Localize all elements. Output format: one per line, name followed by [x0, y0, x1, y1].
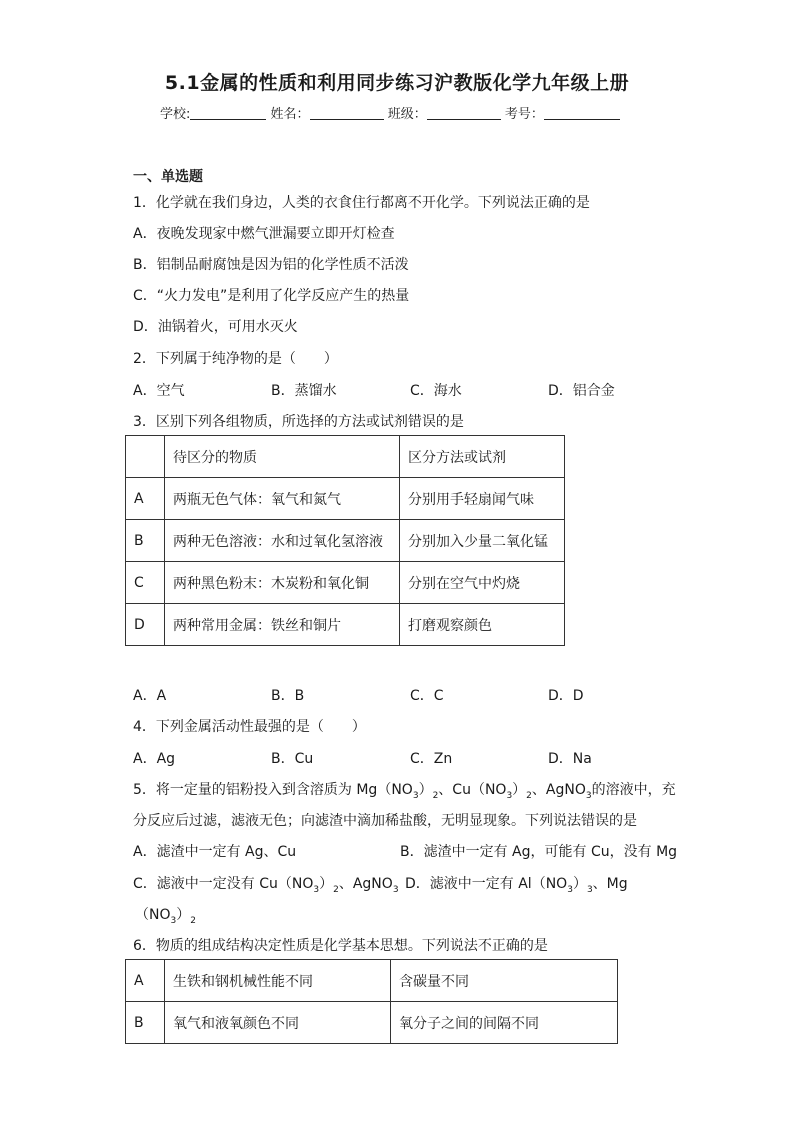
school-label: 学校: — [160, 107, 191, 122]
q2-option-a: A．空气 — [133, 383, 185, 399]
q2-option-b: B．蒸馏水 — [271, 383, 337, 399]
table-header-row — [126, 436, 565, 478]
q6-stem: 6．物质的组成结构决定性质是化学基本思想。下列说法不正确的是 — [133, 938, 548, 954]
table-cell: A — [126, 478, 165, 520]
school-blank[interactable] — [190, 105, 266, 120]
table-cell: B — [126, 1002, 165, 1044]
subscript: 2 — [333, 884, 339, 895]
q2-option-c: C．海水 — [410, 383, 462, 399]
table-cell — [126, 436, 165, 478]
q5-text: ） — [512, 782, 527, 798]
table-cell: A — [126, 960, 165, 1002]
q5-text: D．滤液中一定有 Al（NO — [405, 876, 568, 892]
table-cell: 生铁和钢机械性能不同 — [165, 960, 391, 1002]
q1-option-b: B．铝制品耐腐蚀是因为铝的化学性质不活泼 — [133, 257, 409, 273]
q1-option-a: A．夜晚发现家中燃气泄漏要立即开灯检查 — [133, 226, 395, 242]
table-cell: D — [126, 604, 165, 646]
q4-option-a: A．Ag — [133, 751, 176, 767]
table-cell: 两瓶无色气体：氧气和氮气 — [165, 478, 400, 520]
table-cell: 分别加入少量二氧化锰 — [400, 520, 565, 562]
subscript: 3 — [585, 790, 592, 801]
q5-text: 、Cu（NO — [438, 782, 507, 798]
q5-text: C．滤液中一定没有 Cu（NO — [133, 876, 314, 892]
table-row — [126, 562, 565, 604]
subscript: 3 — [313, 884, 320, 895]
q5-text: ） — [176, 907, 191, 923]
q4-stem: 4．下列金属活动性最强的是（ ） — [133, 719, 366, 735]
table-cell: 分别在空气中灼烧 — [400, 562, 565, 604]
table-row — [126, 478, 565, 520]
table-cell: 打磨观察颜色 — [400, 604, 565, 646]
q5-text: （NO — [135, 907, 171, 923]
page-title: 5.1金属的性质和利用同步练习沪教版化学九年级上册 — [164, 72, 630, 94]
q5-text: 的溶液中，充 — [591, 782, 676, 798]
table-cell: 含碳量不同 — [391, 960, 618, 1002]
table-row — [126, 520, 565, 562]
subscript: 3 — [567, 884, 573, 895]
q5-option-b: B．滤渣中一定有 Ag，可能有 Cu，没有 Mg — [400, 844, 678, 860]
table-cell: B — [126, 520, 165, 562]
q3-option-d: D．D — [548, 688, 584, 704]
q5-option-c — [133, 873, 399, 895]
q3-option-c: C．C — [410, 688, 444, 704]
table-cell: 氧分子之间的间隔不同 — [391, 1002, 618, 1044]
exam-no-label: 考号： — [504, 107, 544, 122]
class-label: 班级： — [387, 107, 427, 122]
table-row — [126, 604, 565, 646]
q5-text: 、AgNO — [338, 876, 393, 892]
table-cell: 两种黑色粉末：木炭粉和氧化铜 — [165, 562, 400, 604]
q5-text: ） — [319, 876, 334, 892]
table-cell: 区分方法或试剂 — [400, 436, 565, 478]
subscript: 2 — [526, 790, 532, 801]
q5-stem-line1 — [133, 779, 676, 801]
q3-table — [125, 435, 565, 646]
q1-option-d: D．油锅着火，可用水灭火 — [133, 319, 298, 335]
table-cell: 两种常用金属：铁丝和铜片 — [165, 604, 400, 646]
student-info-line — [160, 103, 620, 122]
q5-option-d-cont — [135, 904, 196, 926]
q4-option-c: C．Zn — [410, 751, 453, 767]
q5-stem-line2: 分反应后过滤，滤液无色；向滤渣中滴加稀盐酸，无明显现象。下列说法错误的是 — [133, 813, 637, 829]
name-label: 姓名： — [270, 107, 310, 122]
q5-text: 、AgNO — [531, 782, 586, 798]
subscript: 3 — [170, 915, 177, 926]
q2-stem: 2．下列属于纯净物的是（ ） — [133, 351, 338, 367]
subscript: 3 — [392, 884, 399, 895]
q5-text: 5．将一定量的铝粉投入到含溶质为 Mg（NO — [133, 782, 413, 798]
q5-text: ） — [572, 876, 587, 892]
table-cell: 待区分的物质 — [165, 436, 400, 478]
table-cell: 分别用手轻扇闻气味 — [400, 478, 565, 520]
subscript: 3 — [506, 790, 513, 801]
exam-no-blank[interactable] — [544, 105, 620, 120]
table-cell: C — [126, 562, 165, 604]
q1-option-c: C．“火力发电”是利用了化学反应产生的热量 — [133, 288, 410, 304]
q3-option-b: B．B — [271, 688, 305, 704]
table-cell: 氧气和液氧颜色不同 — [165, 1002, 391, 1044]
q1-stem: 1．化学就在我们身边，人类的衣食住行都离不开化学。下列说法正确的是 — [133, 195, 590, 211]
q4-option-b: B．Cu — [271, 751, 314, 767]
q3-stem: 3．区别下列各组物质，所选择的方法或试剂错误的是 — [133, 414, 464, 430]
subscript: 2 — [190, 915, 196, 926]
q5-text: 、Mg — [592, 876, 628, 892]
subscript: 3 — [412, 790, 419, 801]
class-blank[interactable] — [427, 105, 501, 120]
table-cell: 两种无色溶液：水和过氧化氢溶液 — [165, 520, 400, 562]
q2-option-d: D．铝合金 — [548, 383, 615, 399]
q5-option-a: A．滤渣中一定有 Ag、Cu — [133, 844, 297, 860]
section-title: 一、单选题 — [133, 169, 203, 185]
q5-option-d — [405, 873, 628, 895]
subscript: 3 — [586, 884, 593, 895]
name-blank[interactable] — [310, 105, 384, 120]
subscript: 2 — [432, 790, 439, 801]
table-row — [126, 960, 618, 1002]
table-row — [126, 1002, 618, 1044]
q4-option-d: D．Na — [548, 751, 592, 767]
q5-text: ） — [418, 782, 433, 798]
q3-option-a: A．A — [133, 688, 167, 704]
q6-table — [125, 959, 618, 1044]
